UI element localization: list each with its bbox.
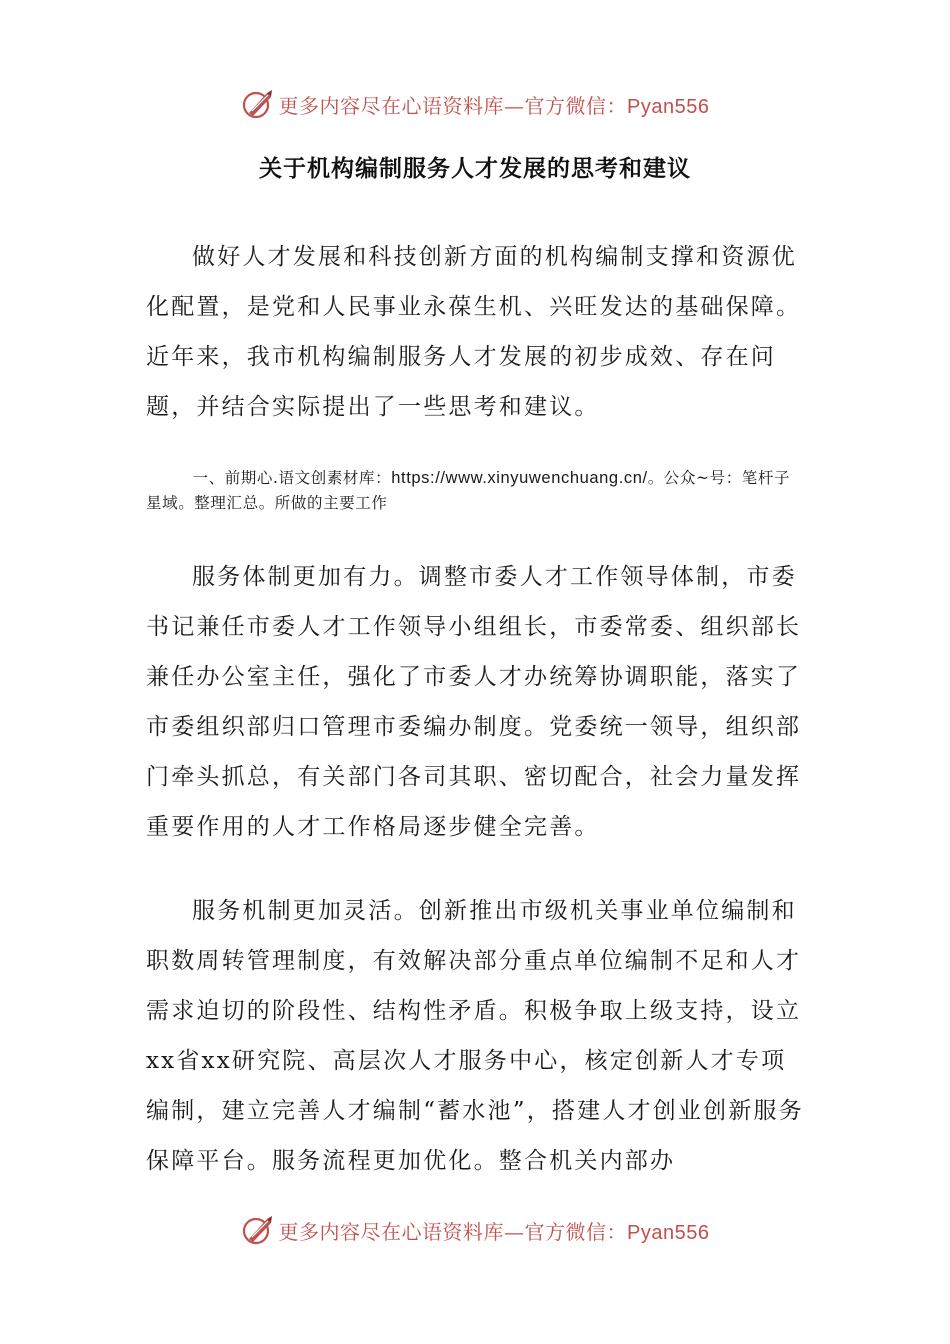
footer-banner [0,1208,950,1252]
paragraph-service-mechanism: 服务机制更加灵活。创新推出市级机关事业单位编制和职数周转管理制度，有效解决部分重点单位编制不足和人才需求迫切的阶段性、结构性矛盾。积极争取上级支持，设立xx省xx研究院、高层次人才服务中心，核定创新人才专项编制，建立完善人才编制“蓄水池”，搭建人才创业创新服务保障平台。服务流程更加优化。整合机关内部办 [146,898,804,1174]
document-title: 关于机构编制服务人才发展的思考和建议 [259,155,691,182]
wechat-id: Pyan556 [627,1221,710,1244]
paragraph-service-system: 服务体制更加有力。调整市委人才工作领导体制，市委书记兼任市委人才工作领导小组组长，市委常委、组织部长兼任办公室主任，强化了市委人才办统筹协调职能，落实了市委组织部归口管理市委编办制度。党委统一领导，组织部门牵头抓总，有关部门各司其职、密切配合，社会力量发挥重要作用的人才工作格局逐步健全完善。 [146,564,802,840]
wechat-id: Pyan556 [627,95,710,118]
header-banner [0,82,950,126]
pen-logo-icon [241,87,275,121]
pen-logo-icon [241,1213,275,1247]
banner-text: 更多内容尽在心语资料库—官方微信：Pyan556 [278,1219,710,1244]
section-heading: 一、前期心.语文创素材库：https://www.xinyuwenchuang.cn/。公众~号：笔杆子星域。整理汇总。所做的主要工作 [146,469,791,512]
source-url-link[interactable]: https://www.xinyuwenchuang.cn/ [391,469,648,487]
paragraph-intro: 做好人才发展和科技创新方面的机构编制支撑和资源优化配置，是党和人民事业永葆生机、兴旺发达的基础保障。近年来，我市机构编制服务人才发展的初步成效、存在问题，并结合实际提出了一些思考和建议。 [146,244,802,420]
banner-text: 更多内容尽在心语资料库—官方微信：Pyan556 [278,93,710,118]
